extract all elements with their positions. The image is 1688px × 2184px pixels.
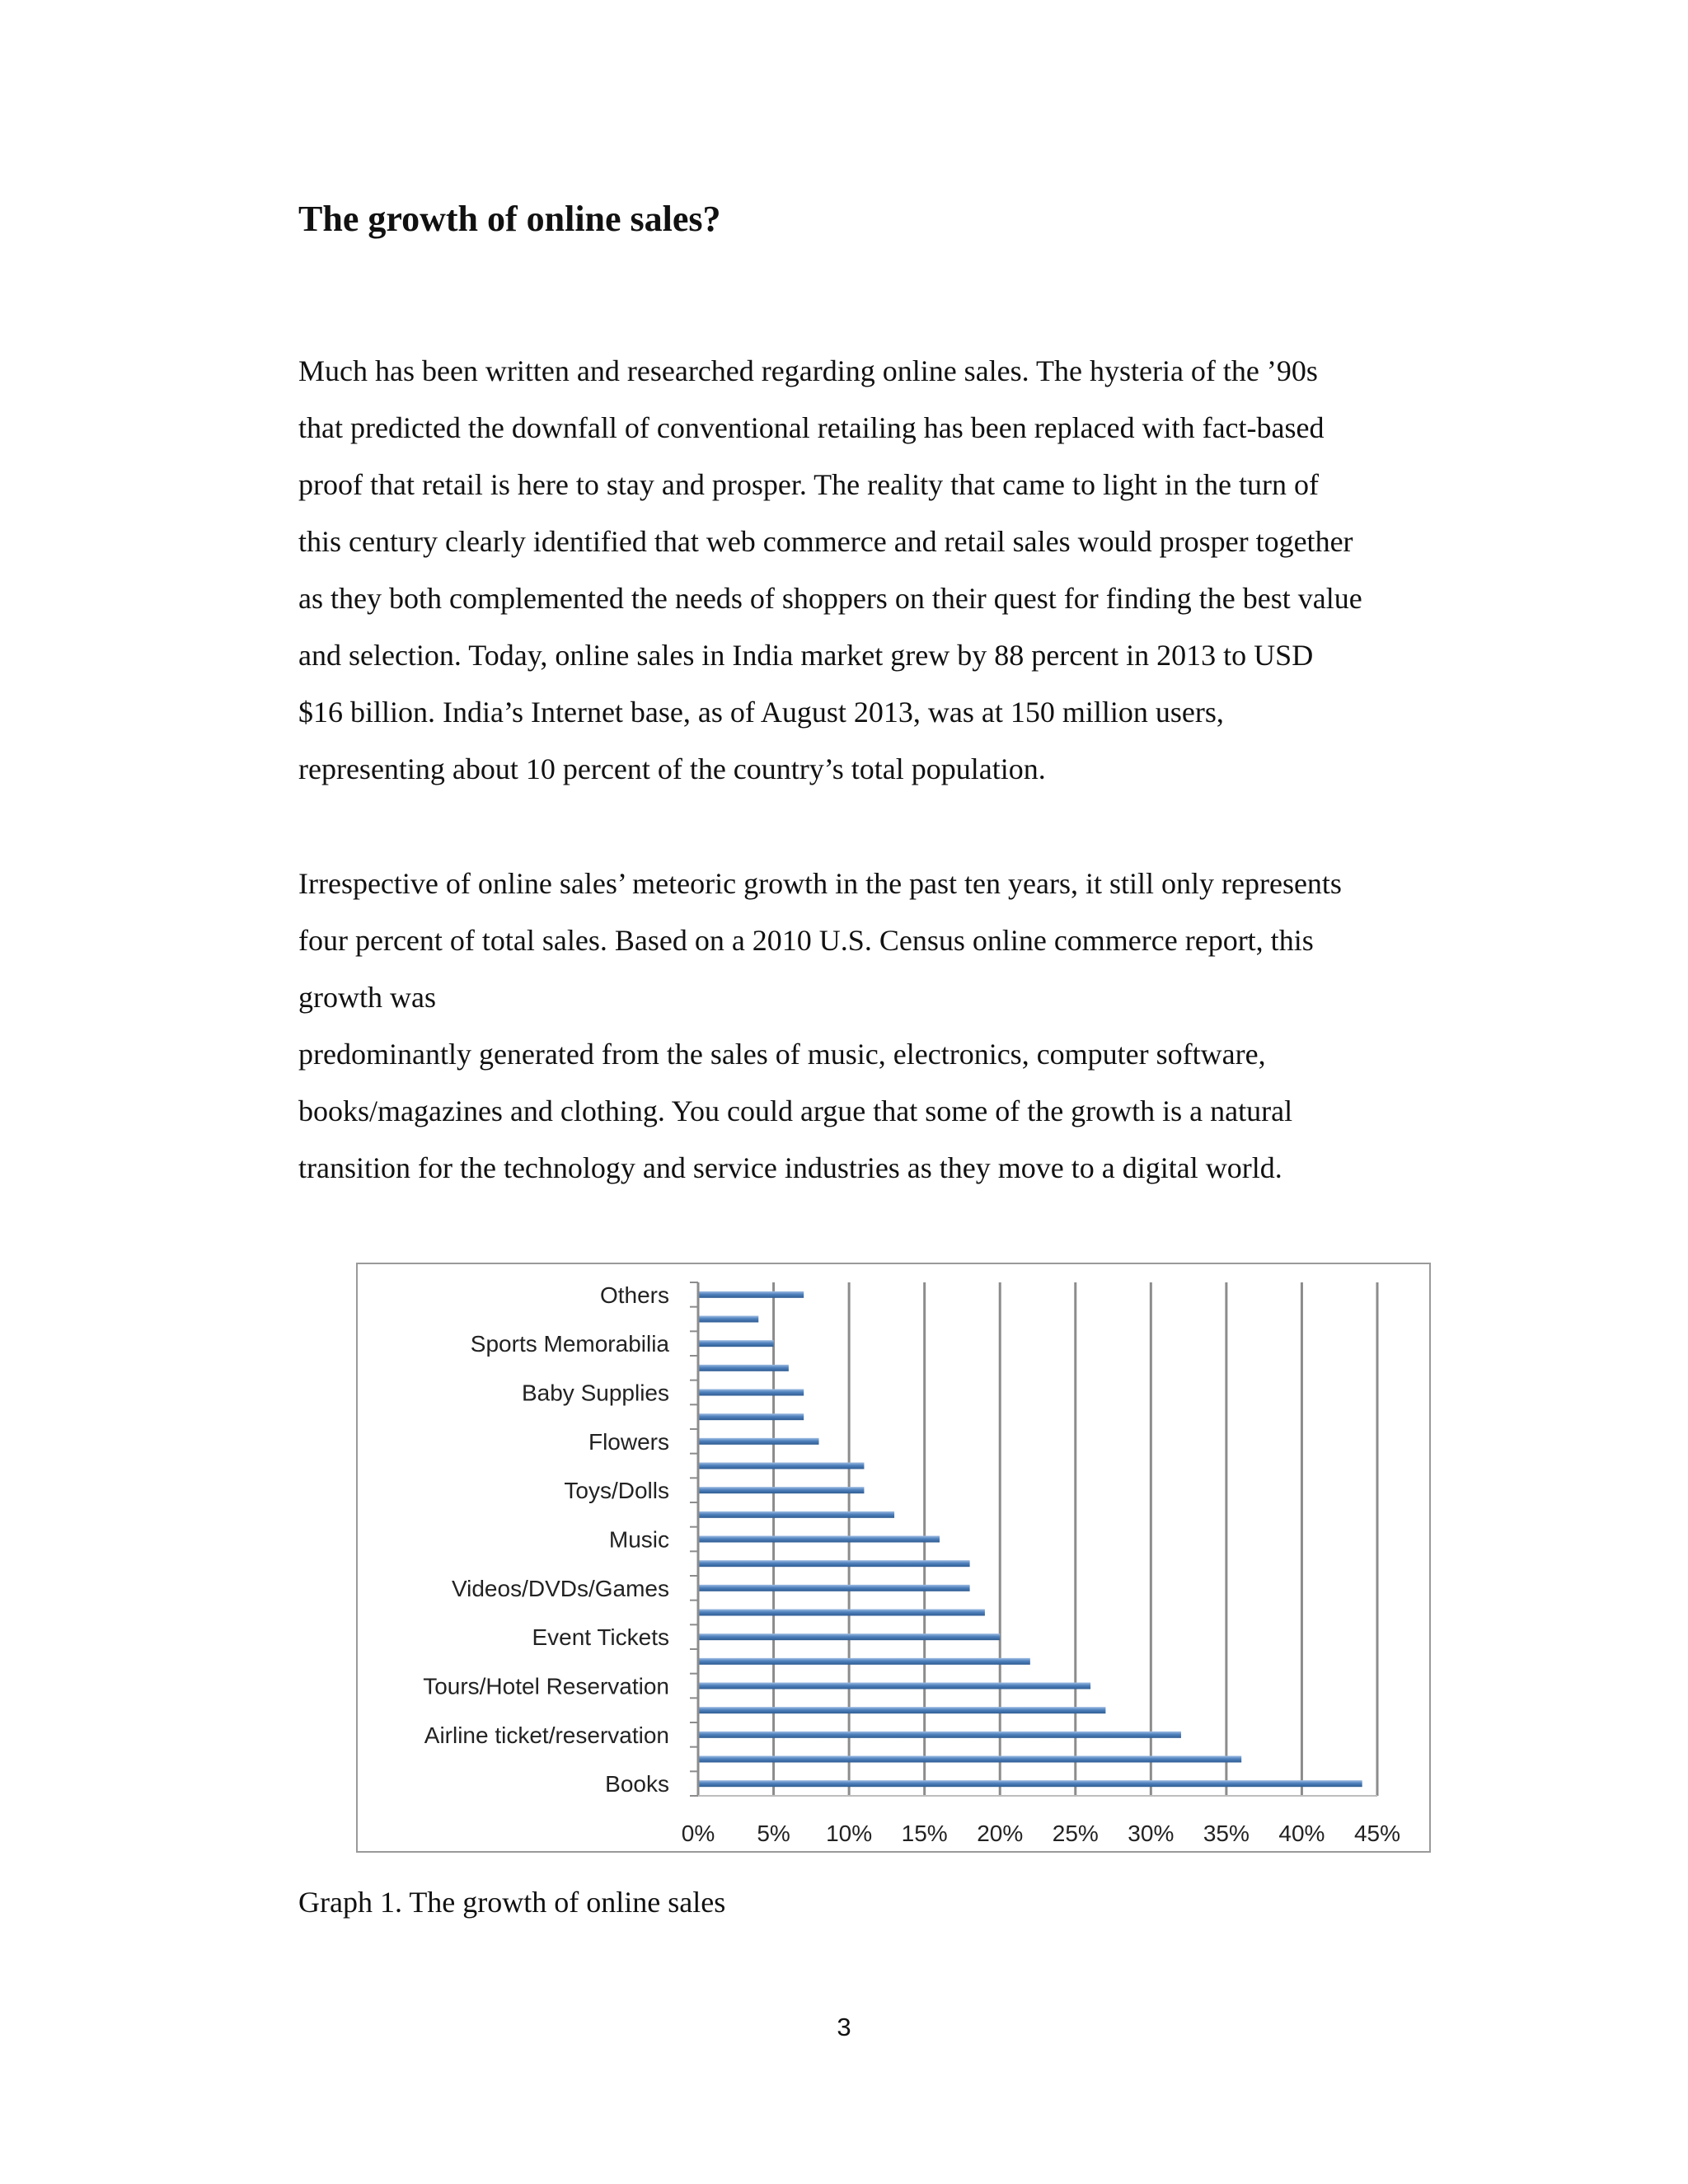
bar [698,1438,818,1445]
paragraph-1-line: and selection. Today, online sales in India market grew by 88 percent in 2013 to USD [298,639,1314,672]
x-tick-label: 20% [977,1821,1024,1846]
bar [698,1365,789,1371]
bar [698,1560,970,1567]
x-tick-label: 25% [1052,1821,1099,1846]
chart-caption: Graph 1. The growth of online sales [298,1886,726,1919]
paragraph-1-line: this century clearly identified that web commerce and retail sales would prosper together [298,525,1353,558]
bar-chart [356,1263,1431,1853]
page-title: The growth of online sales? [298,199,721,239]
x-tick-label: 0% [681,1821,715,1846]
paragraph-1-line: Much has been written and researched regarding online sales. The hysteria of the ’90s [298,354,1318,387]
category-label: Music [608,1526,669,1553]
bar [698,1780,1362,1787]
paragraph-2-line: predominantly generated from the sales of music, electronics, computer software, [298,1038,1266,1071]
paragraph-2-line: Irrespective of online sales’ meteoric growth in the past ten years, it still only represents [298,867,1342,900]
bar [698,1511,894,1518]
category-label: Others [599,1282,669,1308]
bar [698,1658,1030,1665]
bar-chart-canvas [358,1264,1432,1854]
x-tick-label: 45% [1353,1821,1401,1846]
bar [698,1463,864,1469]
x-tick-label: 30% [1128,1821,1175,1846]
paragraph-2-line: transition for the technology and service industries as they move to a digital world. [298,1151,1282,1184]
bar [698,1633,1000,1640]
bar [698,1683,1090,1690]
bar [698,1707,1105,1713]
category-label: Event Tickets [532,1624,669,1651]
paragraph-1-line: representing about 10 percent of the country’s total population. [298,752,1046,785]
category-label: Airline ticket/reservation [424,1722,669,1748]
paragraph-1-line: proof that retail is here to stay and prosper. The reality that came to light in the turn of [298,468,1319,501]
bar [698,1291,804,1298]
bar [698,1340,774,1347]
paragraph-1-line: that predicted the downfall of conventional retailing has been replaced with fact-based [298,411,1325,444]
bar [698,1413,804,1420]
bar [698,1610,985,1616]
category-label: Flowers [588,1428,669,1455]
paragraph-2-line: books/magazines and clothing. You could argue that some of the growth is a natural [298,1094,1293,1127]
bar [698,1732,1181,1738]
x-tick-label: 15% [901,1821,948,1846]
bar [698,1487,864,1493]
category-label: Toys/Dolls [564,1478,669,1504]
bar-series [698,1291,1362,1787]
category-label: Baby Supplies [521,1380,669,1406]
paragraph-2-line: growth was [298,981,436,1014]
bar [698,1316,758,1323]
x-tick-label: 10% [826,1821,873,1846]
x-tick-label: 40% [1278,1821,1325,1846]
paragraph-1-line: as they both complemented the needs of shoppers on their quest for finding the best value [298,582,1362,615]
bar [698,1536,940,1543]
category-label: Tours/Hotel Reservation [423,1673,669,1699]
bar [698,1585,970,1591]
category-label: Sports Memorabilia [470,1331,669,1357]
paragraph-2-line: four percent of total sales. Based on a 2010 U.S. Census online commerce report, this [298,924,1314,957]
page-number: 3 [837,2013,851,2041]
bar [698,1390,804,1396]
paragraph-1-line: $16 billion. India’s Internet base, as of August 2013, was at 150 million users, [298,696,1224,729]
bar [698,1756,1241,1763]
category-label: Videos/DVDs/Games [451,1575,669,1601]
category-label: Books [605,1771,669,1797]
x-tick-label: 5% [757,1821,790,1846]
x-tick-label: 35% [1203,1821,1250,1846]
